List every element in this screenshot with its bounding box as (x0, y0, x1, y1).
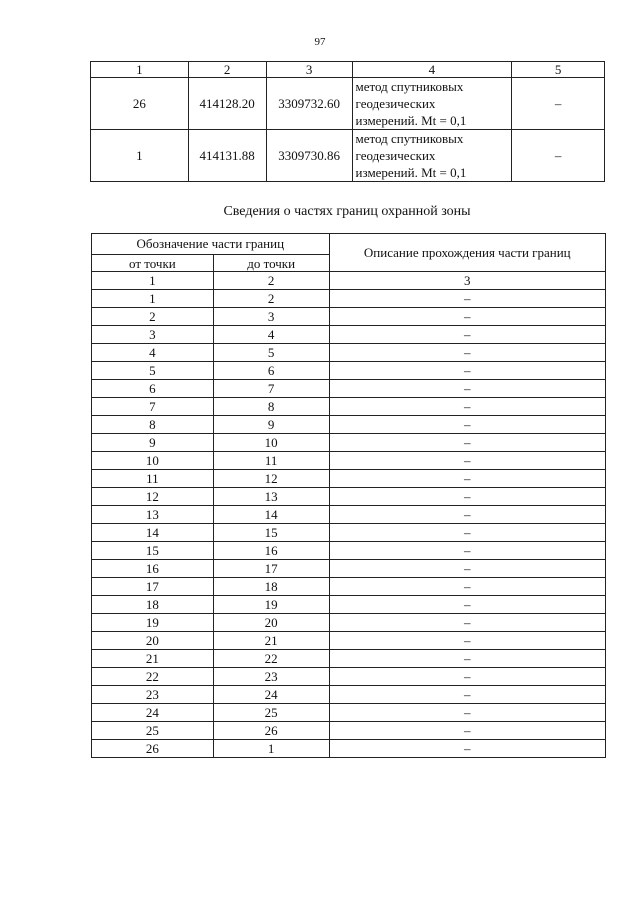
to-point: 19 (213, 596, 329, 614)
table-row (92, 344, 606, 362)
column-index: 4 (352, 62, 512, 78)
column-index: 3 (329, 272, 605, 290)
table-row (92, 434, 606, 452)
description: – (329, 704, 605, 722)
to-point: 2 (213, 290, 329, 308)
from-point: 17 (92, 578, 214, 596)
table-row (92, 326, 606, 344)
method-line: измерений. Mt = 0,1 (355, 113, 467, 128)
description: – (329, 506, 605, 524)
table-row (92, 452, 606, 470)
from-point: 11 (92, 470, 214, 488)
description: – (329, 560, 605, 578)
description: – (329, 416, 605, 434)
to-point: 10 (213, 434, 329, 452)
description: – (329, 650, 605, 668)
from-point: 16 (92, 560, 214, 578)
column-index: 2 (188, 62, 266, 78)
table-row (92, 416, 606, 434)
description: – (329, 488, 605, 506)
table-row (92, 290, 606, 308)
to-point: 11 (213, 452, 329, 470)
method-line: геодезических (355, 148, 436, 163)
to-point: 15 (213, 524, 329, 542)
column-index: 3 (266, 62, 352, 78)
column-index: 2 (213, 272, 329, 290)
description: – (329, 524, 605, 542)
table-row (92, 668, 606, 686)
description: – (329, 398, 605, 416)
table-row (92, 560, 606, 578)
table-row (92, 614, 606, 632)
to-point: 4 (213, 326, 329, 344)
to-point: 17 (213, 560, 329, 578)
table-row (92, 362, 606, 380)
table-row (91, 130, 605, 182)
table-row (92, 596, 606, 614)
description: – (329, 434, 605, 452)
boundary-header-row (92, 234, 606, 255)
section-title: Сведения о частях границ охранной зоны (223, 204, 471, 219)
from-point: 1 (92, 290, 214, 308)
from-point: 5 (92, 362, 214, 380)
description: – (329, 290, 605, 308)
table-row (92, 686, 606, 704)
table-row (92, 578, 606, 596)
from-point: 18 (92, 596, 214, 614)
description: – (329, 740, 605, 758)
y-coordinate: 3309730.86 (266, 130, 352, 182)
to-point: 6 (213, 362, 329, 380)
description: – (329, 722, 605, 740)
to-point: 5 (213, 344, 329, 362)
table-row (92, 398, 606, 416)
point-number: 26 (91, 78, 189, 130)
point-number: 1 (91, 130, 189, 182)
to-point: 7 (213, 380, 329, 398)
description: – (329, 596, 605, 614)
method-cell (352, 78, 512, 130)
from-point: 23 (92, 686, 214, 704)
to-point: 22 (213, 650, 329, 668)
column-index: 1 (92, 272, 214, 290)
to-point: 9 (213, 416, 329, 434)
to-point: 16 (213, 542, 329, 560)
column-index: 1 (91, 62, 189, 78)
to-point: 18 (213, 578, 329, 596)
from-point: 25 (92, 722, 214, 740)
from-point: 26 (92, 740, 214, 758)
description: – (329, 362, 605, 380)
header-from-point: от точки (92, 255, 214, 272)
boundary-index-row (92, 272, 606, 290)
table-row (92, 488, 606, 506)
x-coordinate: 414131.88 (188, 130, 266, 182)
table-row (92, 632, 606, 650)
from-point: 10 (92, 452, 214, 470)
table-row (92, 470, 606, 488)
to-point: 23 (213, 668, 329, 686)
description: – (329, 452, 605, 470)
method-line: метод спутниковых (355, 131, 464, 146)
from-point: 7 (92, 398, 214, 416)
from-point: 3 (92, 326, 214, 344)
to-point: 21 (213, 632, 329, 650)
to-point: 8 (213, 398, 329, 416)
description: – (329, 632, 605, 650)
coordinates-header-row (91, 62, 605, 78)
from-point: 13 (92, 506, 214, 524)
description: – (329, 308, 605, 326)
from-point: 12 (92, 488, 214, 506)
table-row (92, 542, 606, 560)
description: – (329, 578, 605, 596)
method-cell (352, 130, 512, 182)
table-row (92, 650, 606, 668)
to-point: 24 (213, 686, 329, 704)
from-point: 22 (92, 668, 214, 686)
table-row (92, 704, 606, 722)
column-5-value: – (512, 130, 605, 182)
from-point: 15 (92, 542, 214, 560)
to-point: 13 (213, 488, 329, 506)
page-number: 97 (314, 36, 326, 48)
column-5-value: – (512, 78, 605, 130)
y-coordinate: 3309732.60 (266, 78, 352, 130)
from-point: 24 (92, 704, 214, 722)
description: – (329, 326, 605, 344)
column-index: 5 (512, 62, 605, 78)
table-row (92, 722, 606, 740)
description: – (329, 470, 605, 488)
method-line: метод спутниковых (355, 79, 464, 94)
method-line: измерений. Mt = 0,1 (355, 165, 467, 180)
table-row (92, 524, 606, 542)
to-point: 14 (213, 506, 329, 524)
to-point: 20 (213, 614, 329, 632)
from-point: 8 (92, 416, 214, 434)
to-point: 12 (213, 470, 329, 488)
description: – (329, 668, 605, 686)
from-point: 20 (92, 632, 214, 650)
to-point: 1 (213, 740, 329, 758)
description: – (329, 344, 605, 362)
table-row (92, 380, 606, 398)
description: – (329, 686, 605, 704)
table-row (92, 506, 606, 524)
header-boundary-part: Обозначение части границ (92, 234, 330, 255)
from-point: 6 (92, 380, 214, 398)
table-row (92, 308, 606, 326)
coordinates-table (90, 61, 605, 182)
to-point: 25 (213, 704, 329, 722)
header-to-point: до точки (213, 255, 329, 272)
from-point: 21 (92, 650, 214, 668)
method-line: геодезических (355, 96, 436, 111)
header-description: Описание прохождения части границ (329, 234, 605, 272)
description: – (329, 380, 605, 398)
description: – (329, 614, 605, 632)
from-point: 9 (92, 434, 214, 452)
to-point: 3 (213, 308, 329, 326)
boundary-rows (92, 290, 606, 758)
boundary-parts-table (91, 233, 606, 758)
x-coordinate: 414128.20 (188, 78, 266, 130)
from-point: 2 (92, 308, 214, 326)
from-point: 4 (92, 344, 214, 362)
to-point: 26 (213, 722, 329, 740)
description: – (329, 542, 605, 560)
from-point: 14 (92, 524, 214, 542)
from-point: 19 (92, 614, 214, 632)
table-row (92, 740, 606, 758)
table-row (91, 78, 605, 130)
